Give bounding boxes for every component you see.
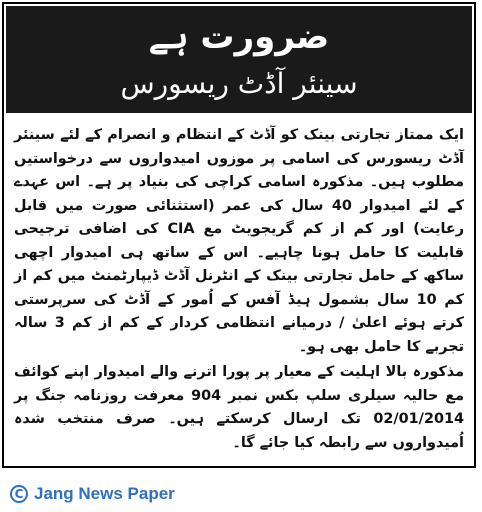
job-advertisement bbox=[2, 2, 476, 468]
ad-body bbox=[14, 124, 464, 455]
ad-title: ضرورت ہے bbox=[148, 17, 330, 57]
ad-subtitle: سینئر آڈٹ ریسورس bbox=[120, 67, 358, 100]
footer-credit bbox=[10, 480, 175, 508]
ad-paragraph-application: مذکورہ بالا اہلیت کے معیار پر پورا اترنے والے امیدوار اپنے کوائف مع حالیہ سیلری سلپ بکس نمبر 904 معرفت روزنامہ جنگ پر 02/01/2014 تک ارسال کرسکتے ہیں۔ صرف منتخب شدہ اُمیدواروں سے رابطہ کیا جائے گا۔ bbox=[14, 364, 464, 451]
ad-header bbox=[6, 6, 472, 113]
newspaper-name: Jang News Paper bbox=[34, 484, 175, 503]
ad-paragraph-requirements: ایک ممتاز تجارتی بینک کو آڈٹ کے انتظام و انصرام کے لئے سینئر آڈٹ ریسورس کی اسامی پر موزوں امیدواروں سے درخواستیں مطلوب ہیں۔ مذکورہ اسامی کراچی کی بنیاد پر ہے۔ اس عہدے کے لئے امیدوار 40 سال کی عمر (استثنائی صورت میں قابل رعایت) اور کم از کم گریجویٹ مع CIA کی اضافی ترجیحی قابلیت کا حامل ہونا چاہیے۔ اس کے ساتھ ہی امیدوار اچھی ساکھ کے حامل تجارتی بینک کے انٹرنل آڈٹ ڈیپارٹمنٹ میں کم از کم 10 سال بشمول ہیڈ آفس کے اُمور کے آڈٹ کی سرپرستی کرتے ہوئے اعلیٰ / درمیانے انتظامی کردار کے کم از کم 3 سالہ تجربے کا حامل بھی ہو۔ bbox=[14, 127, 464, 355]
copyright-icon: C bbox=[10, 485, 28, 503]
